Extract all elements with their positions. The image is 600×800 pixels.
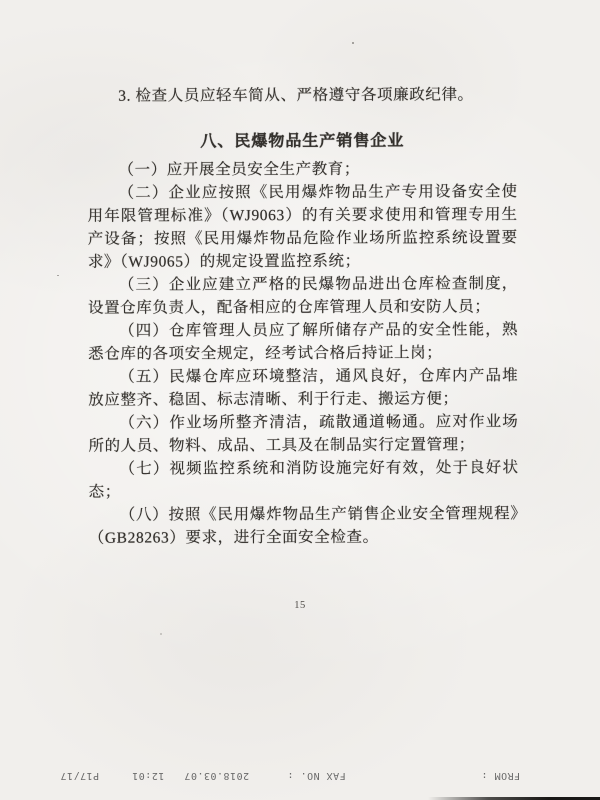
- scan-speck: [57, 275, 59, 276]
- fax-from-label: FROM :: [481, 770, 521, 781]
- paragraph-8: （八）按照《民用爆炸物品生产销售企业安全管理规程》（GB28263）要求，进行全面安全检查。: [88, 505, 519, 547]
- paragraph-1: （一）应开展全员安全生产教育；: [118, 160, 361, 179]
- paragraph-7: （七）视频监控系统和消防设施完好有效，处于良好状态；: [88, 459, 519, 501]
- scan-speck: [160, 633, 162, 635]
- fax-transmission-header: [0, 770, 600, 786]
- paragraph-2: （二）企业应按照《民用爆炸物品生产专用设备安全使用年限管理标准》（WJ9063）的有关要求使用和管理专用生产设备；按照《民用爆炸物品危险作业场所监控系统设置要求》（WJ9065）的规定设置监控系统；: [87, 183, 518, 271]
- paragraph-4: （四）仓库管理人员应了解所储存产品的安全性能，熟悉仓库的各项安全规定，经考试合格后持证上岗；: [88, 321, 519, 363]
- paragraph-5: （五）民爆仓库应环境整洁，通风良好，仓库内产品堆放应整齐、稳固、标志清晰、利于行走、搬运方便；: [88, 367, 519, 409]
- fax-timestamp: 2018.03.07 12:01 P17/17: [60, 770, 250, 781]
- page-number: 15: [294, 600, 306, 611]
- paragraph-3: （三）企业应建立严格的民爆物品进出仓库检查制度，设置仓库负责人，配备相应的仓库管理人员和安防人员；: [87, 275, 518, 317]
- section-heading: 八、民爆物品生产销售企业: [200, 132, 405, 151]
- paragraph-6: （六）作业场所整齐清洁，疏散通道畅通。应对作业场所的人员、物料、成品、工具及在制品实行定置管理；: [88, 413, 519, 455]
- fax-number-label: FAX NO. :: [287, 770, 346, 781]
- document-body: [87, 83, 519, 549]
- list-item-3: 3. 检查人员应轻车简从、严格遵守各项廉政纪律。: [118, 86, 474, 105]
- scan-speck: [352, 42, 354, 44]
